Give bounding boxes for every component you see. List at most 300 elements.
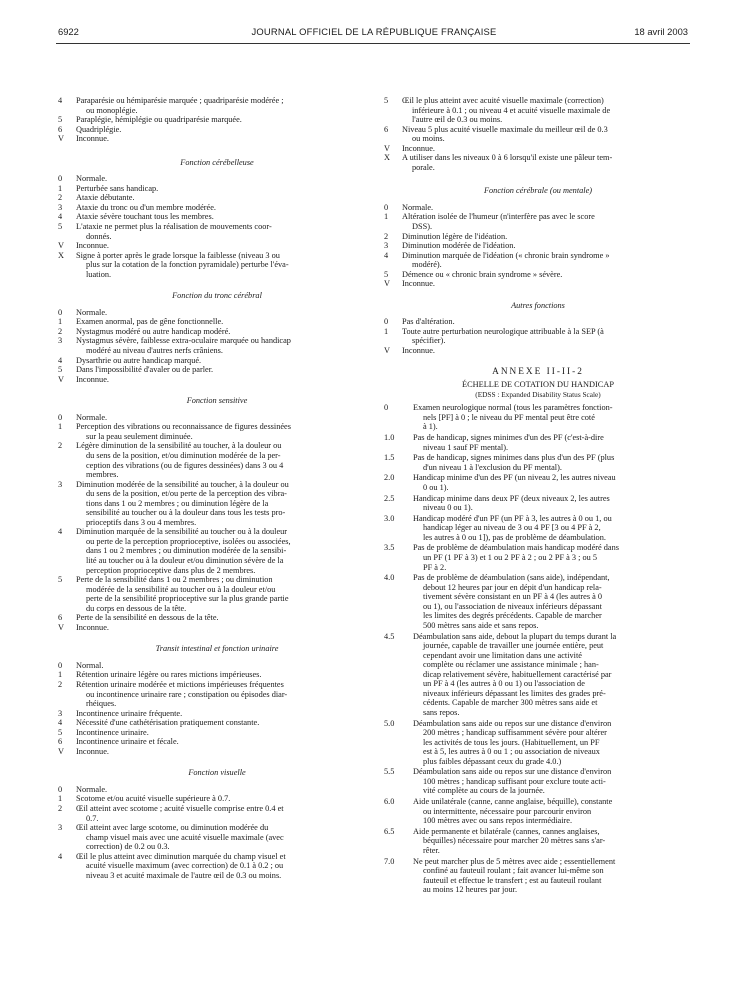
item-text (402, 270, 692, 280)
item-text (76, 327, 376, 337)
list-item (384, 403, 692, 432)
item-code: V (384, 143, 390, 153)
list-item (384, 270, 692, 280)
item-text (413, 433, 692, 452)
list-item (58, 613, 376, 623)
item-text (76, 336, 376, 355)
item-text-line: Incontinence urinaire fréquente. (76, 708, 183, 718)
item-text (76, 96, 376, 115)
item-code: 1 (58, 422, 63, 432)
item-text-line: Ataxie débutante. (76, 193, 135, 203)
item-text-continuation: ception des vibrations (ou de figures dessinées) dans 3 ou 4 (86, 460, 284, 470)
item-text (76, 134, 376, 144)
item-text-line: Normal. (76, 660, 104, 670)
list-item (384, 719, 692, 767)
item-code: X (384, 153, 390, 163)
item-text (413, 632, 692, 718)
item-text-continuation: un PF (1 PF à 3) et 1 ou 2 PF à 2 ; ou 2 PF à 3 ; ou 5 (423, 552, 598, 562)
item-text (76, 115, 376, 125)
item-text (76, 317, 376, 327)
item-text-line: Examen neurologique normal (tous les paramètres fonction- (413, 403, 613, 413)
item-text (76, 623, 376, 633)
list-item (384, 494, 692, 513)
item-text-line: Inconnue. (402, 346, 435, 356)
list-item (58, 480, 376, 528)
item-text-line: Quadriplégie. (76, 124, 122, 134)
item-text-continuation: inférieure à 0.1 ; ou niveau 4 et acuité visuelle maximale de (412, 105, 611, 115)
item-code: 3 (58, 708, 63, 718)
item-text-continuation: ou intermittente, nécessaire pour parcourir environ (423, 806, 592, 816)
item-text-line: Scotome et/ou acuité visuelle supérieure à 0.7. (76, 794, 231, 804)
section-title: Fonction sensitive (186, 396, 248, 406)
list-item (384, 473, 692, 492)
list-item (384, 125, 692, 144)
list-item (384, 827, 692, 856)
item-text-continuation: rhéiques. (86, 699, 117, 709)
item-code: 5 (58, 222, 63, 232)
item-text-line: Légère diminution de la sensibilité au toucher, à la douleur ou (76, 441, 282, 451)
list-item (58, 375, 376, 385)
item-text-line: Pas de handicap, signes minimes d'un des PF (c'est-à-dire (413, 432, 604, 442)
item-text-line: Normale. (402, 202, 434, 212)
item-text-line: Incontinence urinaire. (76, 727, 149, 737)
list-item (384, 232, 692, 242)
item-text-continuation: 100 mètres avec ou sans repos intermédiaire. (423, 816, 573, 826)
item-code: 5.0 (384, 718, 395, 728)
item-text-continuation: PF à 2. (423, 562, 447, 572)
item-text (76, 661, 376, 671)
item-text-continuation: d'un niveau 1 à l'exclusion du PF mental). (423, 462, 562, 472)
item-code: V (58, 622, 64, 632)
item-code: 0 (384, 403, 389, 413)
item-text (76, 737, 376, 747)
item-text (76, 670, 376, 680)
item-text-line: Niveau 5 plus acuité visuelle maximale du meilleur œil de 0.3 (402, 124, 608, 134)
item-text-line: A utiliser dans les niveaux 0 à 6 lorsqu'il existe une pâleur tem- (402, 153, 613, 163)
item-text-line: Ataxie du tronc ou d'un membre modérée. (76, 202, 216, 212)
section-title: Autres fonctions (511, 300, 565, 310)
item-text-continuation: plus sur la cotation de la fonction pyramidale) perturbe l'éva- (86, 260, 289, 270)
item-text-line: Toute autre perturbation neurologique attribuable à la SEP (à (402, 326, 604, 336)
item-text (76, 251, 376, 280)
item-text (76, 356, 376, 366)
item-text-continuation: ou incontinence urinaire rare ; constipation ou épisodes diar- (86, 689, 288, 699)
list-item (58, 203, 376, 213)
item-text-line: Perte de la sensibilité dans 1 ou 2 membres ; ou diminution (76, 575, 273, 585)
item-code: 5 (384, 96, 389, 105)
item-text-continuation: perte de la sensibilité proprioceptive sur la plus grande partie (86, 594, 289, 604)
item-code: 2 (58, 804, 63, 813)
list-item (384, 433, 692, 452)
item-code: 4.0 (384, 573, 395, 583)
list-item (58, 413, 376, 423)
item-text (402, 317, 692, 327)
item-text-line: Démence ou « chronic brain syndrome » sévère. (402, 269, 563, 279)
list-item (58, 527, 376, 575)
item-text-continuation: champ visuel mais avec une acuité visuelle maximale (avec (86, 832, 284, 842)
item-text (402, 232, 692, 242)
item-text (413, 473, 692, 492)
item-text-continuation: l'autre œil de 0.3 ou moins. (412, 115, 503, 125)
item-text (402, 346, 692, 356)
item-text (76, 375, 376, 385)
list-item (384, 241, 692, 251)
item-text (76, 823, 376, 852)
item-text-continuation: luation. (86, 269, 112, 279)
item-text-continuation: ou monoplégie. (86, 105, 138, 115)
item-text (76, 709, 376, 719)
item-text-line: Œil atteint avec scotome ; acuité visuelle comprise entre 0.4 et (76, 804, 284, 813)
item-text-continuation: cédents. Capable de marcher 300 mètres sans aide et (423, 698, 598, 708)
item-code: 1 (384, 212, 389, 222)
section-title: Transit intestinal et fonction urinaire (155, 644, 279, 654)
item-code: 0 (58, 660, 63, 670)
list-item (58, 728, 376, 738)
list-item (384, 453, 692, 472)
item-text-continuation: sans repos. (423, 707, 460, 717)
item-code: 4 (58, 96, 63, 105)
item-code: 3 (58, 823, 63, 833)
item-code: V (58, 134, 64, 144)
item-text-line: Inconnue. (402, 279, 435, 289)
item-text-continuation: béquilles) nécessaire pour marcher 20 mètres sans s'ar- (423, 836, 606, 846)
item-text (76, 747, 376, 757)
item-text-line: Dans l'impossibilité d'avaler ou de parler. (76, 365, 214, 375)
item-text-line: Perte de la sensibilité en dessous de la tête. (76, 613, 219, 623)
item-text-continuation: spécifier). (412, 336, 446, 346)
item-text-line: Paraplégie, hémiplégie ou quadriparésie marquée. (76, 115, 242, 125)
item-text-continuation: donnés. (86, 231, 112, 241)
item-text-continuation: handicap léger au niveau de 3 ou 4 PF [3 ou 4 PF à 2, (423, 523, 601, 533)
list-item (58, 794, 376, 804)
item-code: V (384, 279, 390, 289)
item-text (76, 718, 376, 728)
item-text-continuation: correction) de 0.2 ou 0.3. (86, 842, 170, 852)
list-item (58, 134, 376, 144)
item-text-continuation: niveau 1 sauf PF mental). (423, 442, 509, 452)
list-item (384, 632, 692, 718)
item-code: 1 (58, 794, 63, 804)
item-text-continuation: est à 5, les autres à 0 ou 1 ; ou association de niveaux (423, 747, 600, 757)
item-text-continuation: acuité visuelle maximum (avec correction) de 0.1 à 0.2 ; ou (86, 861, 284, 871)
item-text (402, 203, 692, 213)
item-text (76, 125, 376, 135)
header-rule (56, 43, 690, 44)
list-item (58, 737, 376, 747)
item-text-line: Diminution marquée de la sensibilité au toucher ou à la douleur (76, 527, 288, 537)
item-code: 3 (384, 241, 389, 251)
list-item (384, 96, 692, 125)
item-text-line: Normale. (76, 412, 108, 422)
list-item (384, 153, 692, 172)
item-text (402, 241, 692, 251)
item-code: 3.5 (384, 543, 395, 553)
item-code: 0 (58, 784, 63, 794)
item-text (76, 365, 376, 375)
item-text-continuation: ou moins. (412, 134, 445, 144)
item-text-line: Inconnue. (76, 746, 109, 756)
list-item (58, 174, 376, 184)
list-item (384, 317, 692, 327)
item-text-continuation: modéré). (412, 260, 442, 270)
list-item (384, 797, 692, 826)
item-text-line: Ne peut marcher plus de 5 mètres avec aide ; essentiellement (413, 856, 616, 866)
item-text-line: Inconnue. (76, 622, 109, 632)
list-item (58, 852, 376, 881)
item-code: 4 (58, 718, 63, 728)
item-text-continuation: journée, capable de travailler une journée entière, peut (423, 641, 604, 651)
item-text-line: Perception des vibrations ou reconnaissance de figures dessinées (76, 422, 291, 432)
item-text-line: Altération isolée de l'humeur (n'interfère pas avec le score (402, 212, 595, 222)
item-text-continuation: nels [PF] à 0 ; le niveau du PF mental peut être coté (423, 412, 595, 422)
list-item (58, 251, 376, 280)
item-text-continuation: modérée de la sensibilité au toucher ou à la douleur et/ou (86, 584, 276, 594)
item-text-continuation: modéré au niveau d'autres nerfs crâniens. (86, 346, 223, 356)
item-text-continuation: 200 mètres ; handicap suffisamment sévère pour altérer (423, 728, 607, 738)
item-text (413, 573, 692, 630)
list-item (58, 623, 376, 633)
item-text (402, 153, 692, 172)
list-item (58, 115, 376, 125)
item-text (76, 794, 376, 804)
list-item (58, 365, 376, 375)
item-text-line: Normale. (76, 784, 108, 794)
list-item (384, 543, 692, 572)
item-code: 0 (58, 174, 63, 184)
item-text (413, 857, 692, 895)
item-code: 2.5 (384, 493, 395, 503)
right-column (384, 96, 692, 896)
item-code: 6 (58, 613, 63, 623)
section-title: Fonction visuelle (188, 768, 246, 778)
item-text-continuation: 100 mètres ; handicap suffisant pour exclure toute acti- (423, 776, 606, 786)
item-text-line: Diminution légère de l'idéation. (402, 231, 508, 241)
item-code: 3 (58, 336, 63, 346)
item-code: V (58, 241, 64, 251)
scale-subtitle: (EDSS : Expanded Disability Status Scale) (475, 389, 601, 399)
list-item (384, 573, 692, 630)
item-text-continuation: niveau 3 et acuité maximale de l'autre œil de 0.3 ou moins. (86, 870, 282, 880)
item-text-continuation: fauteuil et effectue le transfert ; est au fauteuil roulant (423, 875, 602, 885)
item-code: 2 (58, 193, 63, 203)
item-text-continuation: dans 1 ou 2 membres ; ou diminution modérée de la sensibi- (86, 546, 287, 556)
item-text (76, 527, 376, 575)
item-text (413, 494, 692, 513)
item-text-line: Nécessité d'une cathétérisation pratiquement constante. (76, 718, 260, 728)
item-text (76, 212, 376, 222)
item-code: 7.0 (384, 856, 395, 866)
item-text (402, 251, 692, 270)
item-text (413, 767, 692, 796)
item-code: 1 (58, 670, 63, 680)
item-text-line: Perturbée sans handicap. (76, 183, 159, 193)
list-item (58, 785, 376, 795)
item-text-continuation: ou 1), ou l'association de niveaux inférieurs dépassant (423, 601, 602, 611)
item-text (413, 403, 692, 432)
item-text-line: Inconnue. (76, 374, 109, 384)
item-text (76, 222, 376, 241)
item-text-line: Handicap minime dans deux PF (deux niveaux 2, les autres (413, 493, 610, 503)
item-code: 4.5 (384, 631, 395, 641)
item-text-continuation: un PF à 4 (les autres à 0 ou 1) ou l'association de (423, 679, 585, 689)
item-text-continuation: du sens de la position, et/ou perte de la perception des vibra- (86, 489, 287, 499)
item-text (76, 184, 376, 194)
list-item (58, 356, 376, 366)
list-item (58, 193, 376, 203)
item-text (402, 96, 692, 125)
item-text-line: Paraparésie ou hémiparésie marquée ; quadriparésie modérée ; (76, 96, 284, 105)
list-item (58, 184, 376, 194)
item-text-continuation: confiné au fauteuil roulant ; fait avancer lui-même son (423, 866, 604, 876)
item-text-line: Œil atteint avec large scotome, ou diminution modérée du (76, 823, 269, 833)
list-item (58, 823, 376, 852)
item-text-continuation: au moins 12 heures par jour. (423, 885, 518, 895)
list-item (58, 747, 376, 757)
item-text-line: Signe à porter après le grade lorsque la faiblesse (niveau 3 ou (76, 250, 280, 260)
item-text-continuation: lité au toucher ou à la douleur et/ou diminution sévère de la (86, 555, 284, 565)
item-text-line: Pas de problème de déambulation (sans aide), indépendant, (413, 573, 610, 583)
item-text-continuation: à 1). (423, 422, 438, 432)
item-code: 1 (58, 317, 63, 327)
list-item (58, 222, 376, 241)
item-text (76, 852, 376, 881)
section-title: Fonction cérébrale (ou mentale) (483, 186, 593, 196)
item-text (402, 144, 692, 154)
item-code: 6 (384, 124, 389, 134)
item-code: 6 (58, 737, 63, 747)
left-column (58, 96, 376, 880)
item-text-continuation: DSS). (412, 222, 433, 232)
item-text-line: Dysarthrie ou autre handicap marqué. (76, 355, 202, 365)
list-item (58, 308, 376, 318)
item-text-continuation: plus faibles dépassant ceux du grade 4.0.) (423, 756, 562, 766)
item-code: 0 (58, 307, 63, 317)
list-item (58, 336, 376, 355)
list-item (58, 317, 376, 327)
list-item (384, 857, 692, 895)
item-text (413, 797, 692, 826)
item-text (76, 804, 376, 823)
item-text (413, 453, 692, 472)
item-text-line: Déambulation sans aide ou repos sur une distance d'environ (413, 718, 612, 728)
item-text (413, 719, 692, 767)
list-item (58, 241, 376, 251)
item-code: V (384, 346, 390, 356)
page-header (0, 26, 748, 42)
item-text (76, 193, 376, 203)
item-code: 0 (58, 412, 63, 422)
item-code: 1.5 (384, 453, 395, 463)
item-text-continuation: vité complète au cours de la journée. (423, 786, 545, 796)
journal-title: JOURNAL OFFICIEL DE LA RÉPUBLIQUE FRANÇAISE (251, 26, 497, 37)
item-code: 5 (58, 575, 63, 585)
item-code: 4 (58, 527, 63, 537)
item-code: 2.0 (384, 473, 395, 483)
item-text-line: Déambulation sans aide, debout la plupart du temps durant la (413, 631, 617, 641)
item-text (76, 203, 376, 213)
list-item (384, 327, 692, 346)
item-code: 3.0 (384, 513, 395, 523)
list-item (58, 327, 376, 337)
item-text-continuation: perception proprioceptive dans plus de 2 membres. (86, 565, 256, 575)
item-text-line: Diminution marquée de l'idéation (« chronic brain syndrome » (402, 250, 610, 260)
item-text-line: Nystagmus sévère, faiblesse extra-oculaire marquée ou handicap (76, 336, 291, 346)
item-code: 4 (58, 355, 63, 365)
item-code: 2 (58, 441, 63, 451)
list-item (58, 212, 376, 222)
item-text-continuation: sensibilité au toucher ou à la douleur dans tous les tests pro- (86, 508, 286, 518)
item-text (76, 728, 376, 738)
list-item (384, 203, 692, 213)
item-text-line: Aide unilatérale (canne, canne anglaise, béquille), constante (413, 797, 613, 807)
item-text-continuation: les limites des degrés précédents. Capable de marcher (423, 611, 602, 621)
list-item (58, 661, 376, 671)
item-text-continuation: du sens de la position, et/ou diminution modérée de la per- (86, 450, 281, 460)
item-text-line: Inconnue. (76, 134, 109, 144)
list-item (384, 212, 692, 231)
item-text (413, 514, 692, 543)
item-text-line: Normale. (76, 174, 108, 184)
item-text-continuation: niveau 0 ou 1). (423, 503, 473, 513)
list-item (58, 575, 376, 613)
item-text-line: L'ataxie ne permet plus la réalisation de mouvements coor- (76, 222, 272, 232)
list-item (384, 767, 692, 796)
item-text (76, 680, 376, 709)
item-code: 3 (58, 202, 63, 212)
item-text-continuation: prioceptifs dans 3 ou 4 membres. (86, 517, 197, 527)
item-code: 6.0 (384, 797, 395, 807)
item-code: X (58, 250, 64, 260)
item-text (402, 212, 692, 231)
page-number: 6922 (58, 26, 79, 37)
item-code: 5 (58, 115, 63, 125)
issue-date: 18 avril 2003 (634, 26, 688, 37)
item-text (76, 575, 376, 613)
item-code: 1 (58, 183, 63, 193)
item-code: 0 (384, 202, 389, 212)
item-text (413, 543, 692, 572)
item-text-continuation: 0 ou 1). (423, 482, 449, 492)
item-code: 5.5 (384, 767, 395, 777)
list-item (384, 279, 692, 289)
item-code: 5 (58, 727, 63, 737)
item-text (76, 422, 376, 441)
item-text-line: Pas de problème de déambulation mais handicap modéré dans (413, 543, 619, 553)
item-text-continuation: debout 12 heures par jour en dépit d'un handicap rela- (423, 582, 602, 592)
section-title: Fonction du tronc cérébral (172, 291, 262, 301)
item-text (76, 174, 376, 184)
item-text-continuation: 0.7. (86, 813, 99, 823)
list-item (58, 804, 376, 823)
item-text (76, 308, 376, 318)
item-text-line: Œil le plus atteint avec acuité visuelle maximale (correction) (402, 96, 604, 105)
item-text (413, 827, 692, 856)
item-text-continuation: les autres à 0 ou 1]), pas de problème de déambulation. (423, 532, 606, 542)
item-code: 3 (58, 479, 63, 489)
item-text-line: Aide permanente et bilatérale (cannes, cannes anglaises, (413, 826, 600, 836)
scale-title: ÉCHELLE DE COTATION DU HANDICAP (462, 380, 614, 390)
annex-title: ANNEXE II-II-2 (492, 366, 584, 377)
item-text-line: Diminution modérée de la sensibilité au toucher, à la douleur ou (76, 479, 289, 489)
item-text-line: Incontinence urinaire et fécale. (76, 737, 179, 747)
item-text-line: Pas d'altération. (402, 317, 455, 327)
item-code: 2 (384, 231, 389, 241)
item-code: 5 (58, 365, 63, 375)
item-text-line: Normale. (76, 307, 108, 317)
item-text-continuation: porale. (412, 162, 435, 172)
item-text-continuation: membres. (86, 470, 119, 480)
item-code: V (58, 374, 64, 384)
